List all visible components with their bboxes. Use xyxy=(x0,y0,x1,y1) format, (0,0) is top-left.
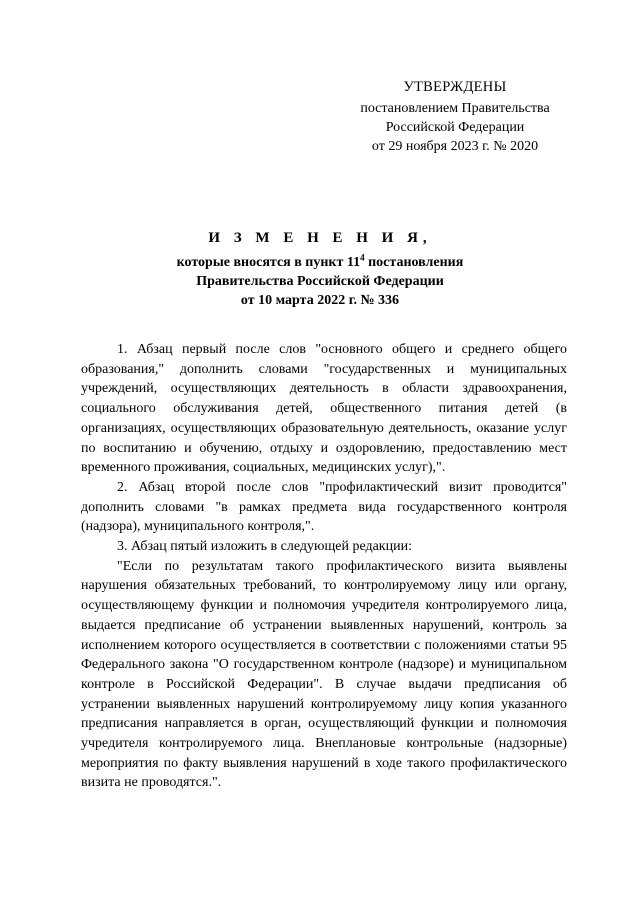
approval-stamp xyxy=(345,78,565,156)
title-line-1-tail: постановления xyxy=(364,255,464,270)
paragraph-1: 1. Абзац первый после слов "основного общего и среднего общего образования," дополнить словами "государственных и муниципальных учреждений, осуществляющих деятельность в области здравоохранения, социального обслуживания детей, общественного питания детей (в организациях, осуществляющих образовательную деятельность, оказание услуг по воспитанию и обучению, отдыху и оздоровлению, предоставлению мест временного проживания, социальных, медицинских услуг),". xyxy=(81,342,567,476)
approval-line-2: Российской Федерации xyxy=(385,120,525,135)
title-heading: И З М Е Н Е Н И Я, xyxy=(208,230,432,246)
paragraph-4: "Если по результатам такого профилактического визита выявлены нарушения обязательных требований, то контролируемому лицу или органу, осуществляющему функции и полномочия учредителя контролируемого лица, выдается предписание об устранении выявленных нарушений, контроль за исполнением которого осуществляется в соответствии с положениями статьи 95 Федерального закона "О государственном контроле (надзоре) и муниципальном контроле в Российской Федерации". В случае выдачи предписания об устранении выявленных нарушений контролируемому лицу копия указанного предписания направляется в орган, осуществляющий функции и полномочия учредителя контролируемого лица. Внеплановые контрольные (надзорные) мероприятия по факту выявления нарушений в ходе такого профилактического визита не проводятся.". xyxy=(81,558,567,791)
paragraph-3: 3. Абзац пятый изложить в следующей редакции: xyxy=(117,539,412,555)
title-line-3: от 10 марта 2022 г. № 336 xyxy=(240,293,400,308)
title-superscript: 4 xyxy=(360,252,365,263)
document-body xyxy=(81,340,567,793)
document-title xyxy=(0,227,640,310)
title-line-1-text: которые вносятся в пункт 11 xyxy=(176,255,361,270)
title-line-2: Правительства Российской Федерации xyxy=(196,274,444,289)
approval-line-1: постановлением Правительства xyxy=(360,101,550,116)
paragraph-2: 2. Абзац второй после слов "профилактический визит проводится" дополнить словами "в рамках предмета вида государственного контроля (надзора), муниципального контроля,". xyxy=(81,479,567,535)
approved-label: УТВЕРЖДЕНЫ xyxy=(403,79,507,95)
approval-line-3: от 29 ноября 2023 г. № 2020 xyxy=(371,139,539,154)
title-line-1 xyxy=(0,253,640,272)
